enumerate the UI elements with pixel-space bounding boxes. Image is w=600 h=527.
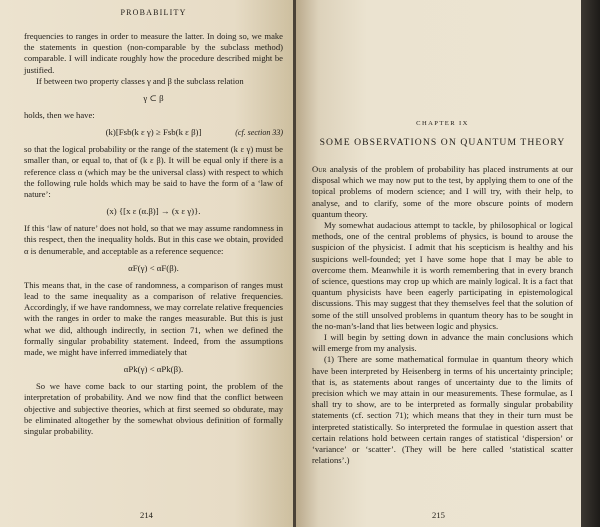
paragraph: My somewhat audacious attempt to tackle, by philosophical or logical methods, one of the central problems of physics, is bound to arouse the suspicion of the physicist. I admit that his scepticism is healthy and his suspicions well-founded; yet I have some hope that I may be able to overcome them. Meanwhile it is worth remembering that in every branch of science, questions may crop up which are mainly logical. It is a fact that quantum physicists have been eagerly participating in epistemological discussions. This may suggest that they themselves feel that the solution of some of the still unsolved problems in quantum theory has to be sought in the no-man’s-land that lies between logic and physics. [312,220,573,331]
chapter-label: CHAPTER IX [416,120,469,127]
section-reference: (cf. section 33) [235,128,283,138]
running-head: PROBABILITY [120,8,187,17]
page-number: 214 [140,510,153,520]
paragraph-text: analysis of the problem of probability has placed instruments at our disposal which we may now put to the test, by applying them to one of the topical problems of modern science; and I will try, with their help, to analyse, and to clarify, some of the more obscure points of modern quantum theory. [312,164,573,219]
page-number: 215 [432,510,445,520]
lead-word: Our [312,164,327,174]
paragraph [312,164,573,220]
left-page [0,0,293,527]
paragraph: If between two property classes γ and β the subclass relation [36,75,244,86]
formula-text: (k)[Fsb(k ε γ) ≥ Fsb(k ε β)] [105,127,202,138]
paragraph: So we have come back to our starting point, the problem of the interpretation of probability. And we now find that the conflict between objective and subjective theories, which at first seemed so obdurate, may be eliminated altogether by the somewhat obvious definition of formally singular probability. [24,381,283,437]
formula-subclass: γ ⊂ β [143,93,164,104]
chapter-title: SOME OBSERVATIONS ON QUANTUM THEORY [319,137,566,148]
paragraph: If this ‘law of nature’ does not hold, so that we may assume randomness in this respect, then the inequality holds. But in this case we obtain, provided α is denumerable, and acceptable as a reference sequence: [24,223,283,256]
formula-range [24,127,283,138]
paragraph: holds, then we have: [24,110,95,121]
paragraph: (1) There are some mathematical formulae in quantum theory which have been interpreted by Heisenberg in terms of his uncertainty principle; that is, as statements about ranges of uncertainty due to the limits of precision which we may attain in our measurements. These formulae, as I shall try to show, are to be interpreted as formally singular probability statements (cf. section 71); which means that they in their turn must be interpreted statistically. So interpreted the formulae in question assert that certain relations hold between certain ranges of statistical ‘dispersion’ or ‘variance’ or ‘scatter’. (They will be here called ‘statistical scatter relations’.) [312,354,573,466]
formula-law-of-nature: (x) {[x ε (α.β)] → (x ε γ)}. [106,206,201,217]
formula-frequency-inequality: αF(γ) < αF(β). [128,262,179,273]
right-page [296,0,581,527]
paragraph: so that the logical probability or the range of the statement (k ε γ) must be smaller than, or equal to, that of (k ε β). It will be equal only if there is a reference class α (which may be the universal class) with respect to which the following rule holds which may be said to have the form of a ‘law of nature’: [24,144,283,200]
formula-probability-inequality: αPk(γ) < αPk(β). [123,364,184,375]
paragraph: This means that, in the case of randomness, a comparison of ranges must lead to the same inequality as a comparison of relative frequencies. Accordingly, if we have randomness, we may correlate relative frequencies with the ranges in order to make the ranges measurable. But this is just what we did, although indirectly, in section 71, when we defined the formally singular probability statement. Indeed, from the assumptions made, we might have inferred immediately that [24,279,283,358]
background-edge [581,0,600,527]
paragraph: frequencies to ranges in order to measure the latter. In doing so, we make the statements in question (non-comparable by the subclass method) comparable. I will indicate roughly how the procedure described might be justified. [24,31,283,75]
paragraph: I will begin by setting down in advance the main conclusions which will emerge from my analysis. [312,332,573,354]
